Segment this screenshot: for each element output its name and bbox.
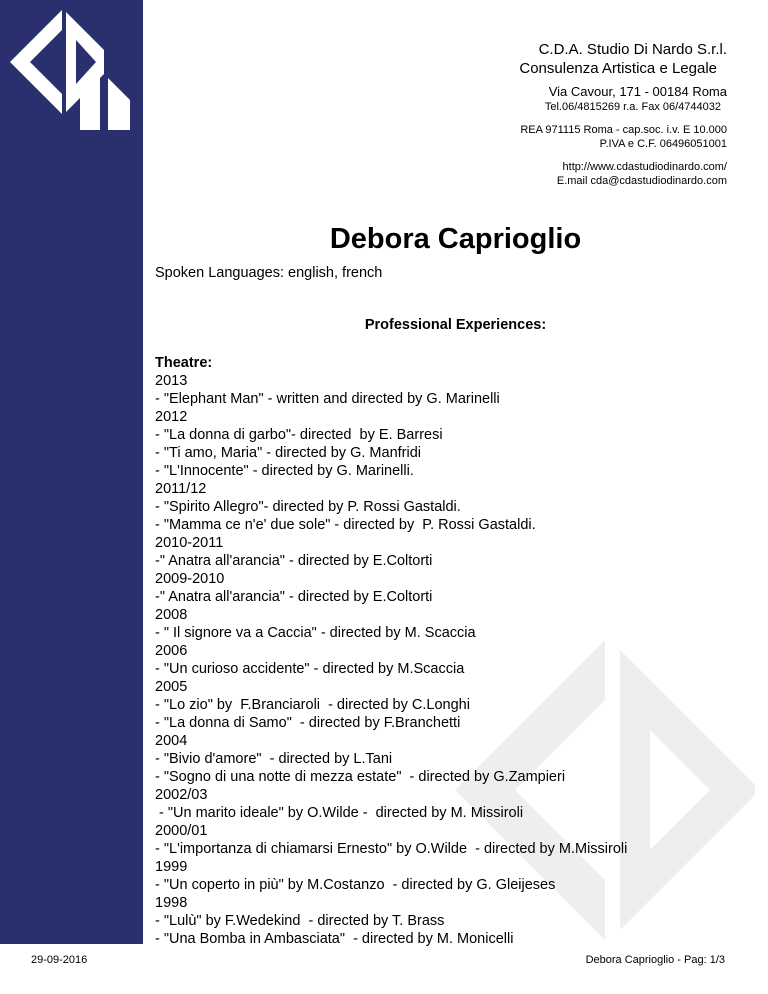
list-item: 2002/03 [155, 787, 208, 803]
list-item: - "Lo zio" by F.Branciaroli - directed by C.Longhi [155, 697, 470, 713]
company-header [327, 40, 727, 188]
spoken-languages: Spoken Languages: english, french [155, 265, 383, 281]
footer-page-number: Debora Caprioglio - Pag: 1/3 [585, 954, 725, 966]
cda-logo-icon [0, 0, 143, 140]
list-item: - "Un marito ideale" by O.Wilde - directed by M. Missiroli [155, 805, 524, 821]
list-item: - "L'Innocente" - directed by G. Marinelli. [155, 463, 414, 479]
list-item: - "Mamma ce n'e' due sole" - directed by P. Rossi Gastaldi. [155, 517, 536, 533]
company-rea: REA 971115 Roma - cap.soc. i.v. E 10.000 [520, 124, 727, 136]
theatre-section [155, 354, 627, 948]
page-title: Debora Caprioglio [329, 223, 582, 255]
company-email: E.mail cda@cdastudiodinardo.com [556, 175, 727, 187]
list-item: - "Una Bomba in Ambasciata" - directed by M. Monicelli [155, 931, 514, 947]
list-item: 2009-2010 [155, 571, 225, 587]
list-item: - "Bivio d'amore" - directed by L.Tani [155, 751, 393, 767]
sidebar-band [0, 0, 143, 944]
list-item: - "Spirito Allegro"- directed by P. Rossi Gastaldi. [155, 499, 461, 515]
list-item: 2013 [155, 373, 188, 389]
list-item: - "Sogno di una notte di mezza estate" - directed by G.Zampieri [155, 769, 566, 785]
company-subtitle: Consulenza Artistica e Legale [519, 60, 717, 77]
list-item: 2010-2011 [155, 535, 224, 551]
list-item: 2005 [155, 679, 188, 695]
section-title: Professional Experiences: [364, 317, 547, 333]
list-item: - "Lulù" by F.Wedekind - directed by T. Brass [155, 913, 445, 929]
list-item: - "L'importanza di chiamarsi Ernesto" by O.Wilde - directed by M.Missiroli [155, 841, 628, 857]
list-item: - "La donna di Samo" - directed by F.Branchetti [155, 715, 461, 731]
list-item: - " Il signore va a Caccia" - directed by M. Scaccia [155, 625, 476, 641]
company-website: http://www.cdastudiodinardo.com/ [562, 161, 727, 173]
list-item: 2008 [155, 607, 188, 623]
list-item: 1998 [155, 895, 188, 911]
list-item: - "La donna di garbo"- directed by E. Barresi [155, 427, 443, 443]
list-item: 2004 [155, 733, 188, 749]
list-item: - "Ti amo, Maria" - directed by G. Manfridi [155, 445, 421, 461]
list-item: 2006 [155, 643, 188, 659]
list-item: - "Elephant Man" - written and directed by G. Marinelli [155, 391, 500, 407]
footer-date: 29-09-2016 [31, 954, 88, 966]
company-phone: Tel.06/4815269 r.a. Fax 06/4744032 [544, 101, 721, 113]
list-item: 2012 [155, 409, 188, 425]
list-item: -" Anatra all'arancia" - directed by E.Coltorti [155, 553, 433, 569]
list-item: -" Anatra all'arancia" - directed by E.Coltorti [155, 589, 433, 605]
list-item: 2000/01 [155, 823, 208, 839]
list-item: 1999 [155, 859, 188, 875]
list-item: 2011/12 [155, 481, 207, 497]
company-vat: P.IVA e C.F. 06496051001 [599, 138, 727, 150]
company-address: Via Cavour, 171 - 00184 Roma [548, 84, 727, 99]
theatre-heading: Theatre: [155, 355, 213, 371]
theatre-list [155, 372, 627, 948]
list-item: - "Un coperto in più" by M.Costanzo - directed by G. Gleijeses [155, 877, 556, 893]
company-name: C.D.A. Studio Di Nardo S.r.l. [538, 41, 727, 58]
list-item: - "Un curioso accidente" - directed by M.Scaccia [155, 661, 465, 677]
